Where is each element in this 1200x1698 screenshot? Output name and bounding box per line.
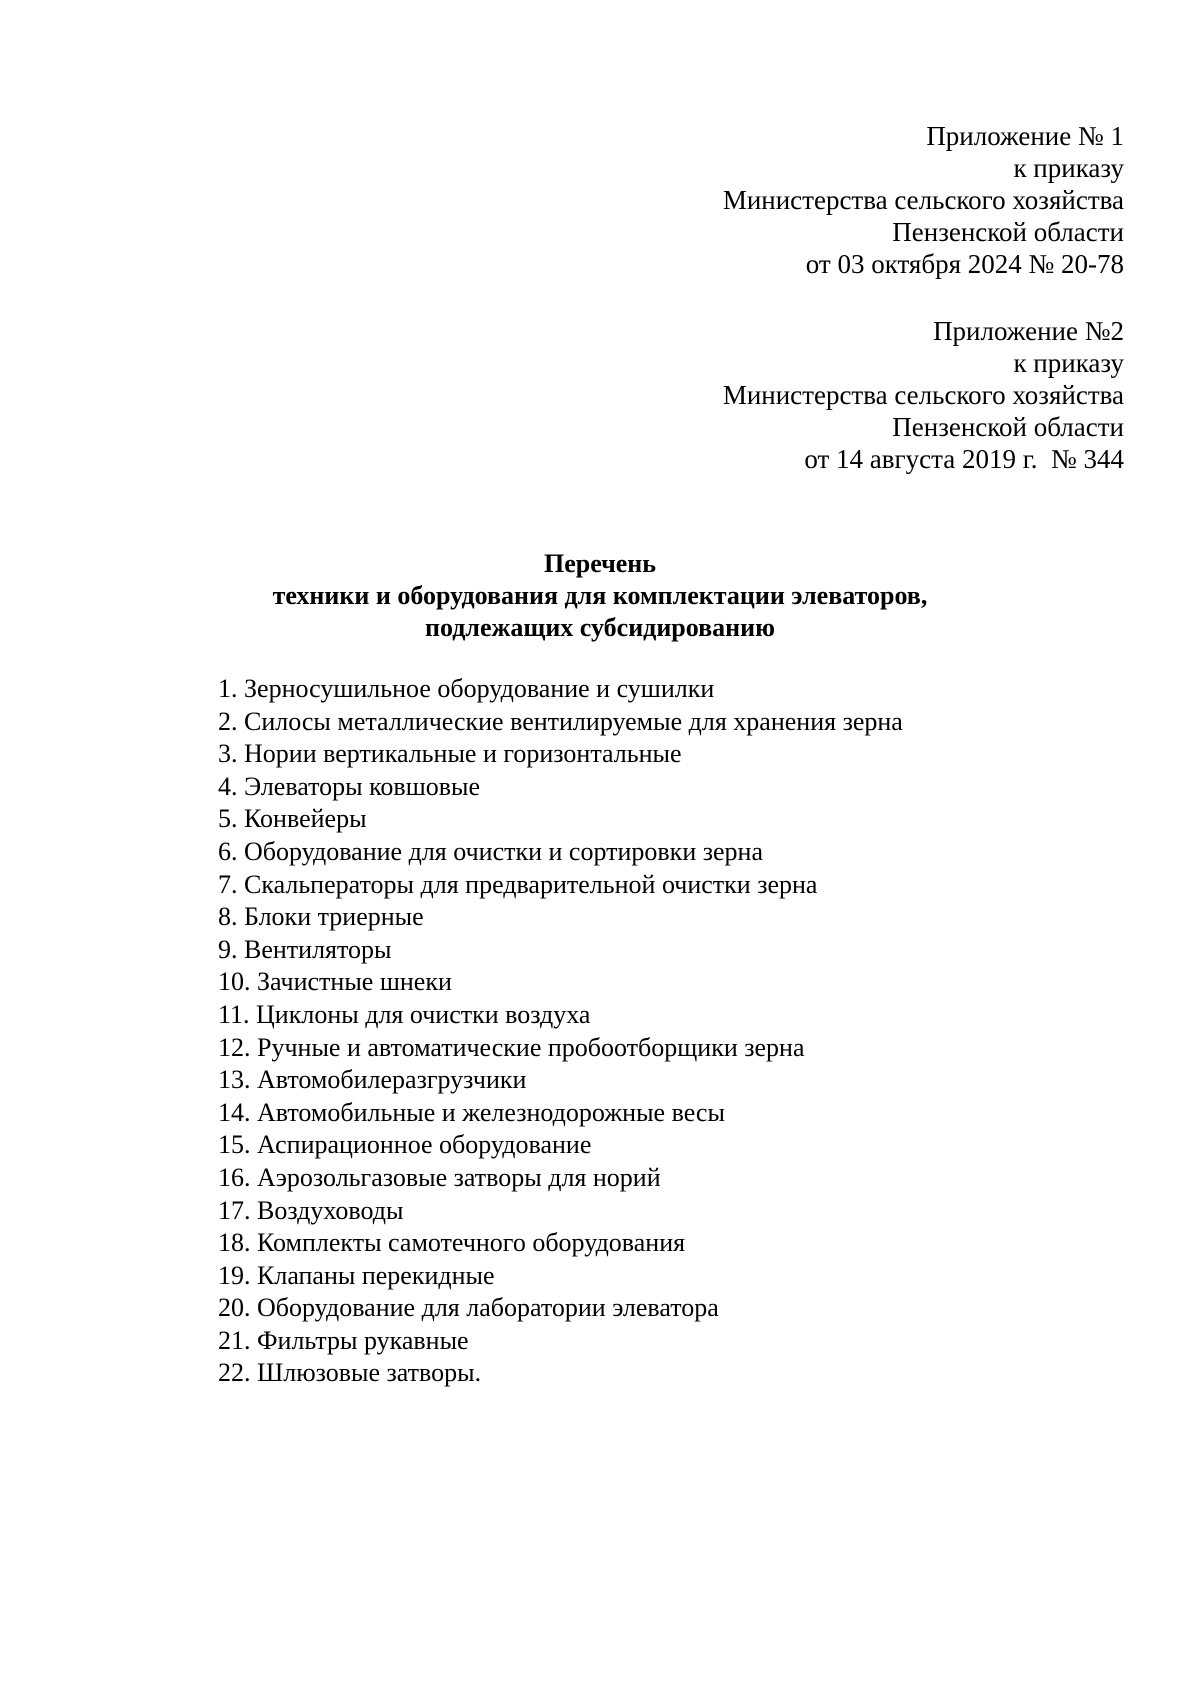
appendix-1-date: от 03 октября 2024 № 20-78 [805,249,1124,279]
list-item: 14. Автомобильные и железнодорожные весы [218,1097,725,1127]
list-item: 16. Аэрозольгазовые затворы для норий [218,1162,661,1192]
appendix-1-header [723,120,1124,280]
document-subtitle-line-2: подлежащих субсидированию [425,613,775,642]
document-subtitle-line-1: техники и оборудования для комплектации элеваторов, [272,581,928,610]
list-item: 7. Скальператоры для предварительной очистки зерна [218,869,818,899]
list-item: 10. Зачистные шнеки [218,967,452,997]
appendix-2-order-ref: к приказу [1013,348,1124,378]
appendix-1-region: Пензенской области [892,217,1124,247]
list-item: 15. Аспирационное оборудование [218,1130,592,1160]
list-item: 8. Блоки триерные [218,902,424,932]
document-title: Перечень [543,549,657,578]
appendix-2-number: Приложение №2 [933,316,1124,346]
appendix-2-header [723,315,1124,475]
appendix-1-number: Приложение № 1 [926,121,1124,151]
equipment-list [218,673,903,1390]
appendix-1-order-ref: к приказу [1013,153,1124,183]
list-item: 3. Нории вертикальные и горизонтальные [218,739,682,769]
list-item: 9. Вентиляторы [218,934,392,964]
appendix-1-ministry: Министерства сельского хозяйства [722,185,1124,215]
list-item: 11. Циклоны для очистки воздуха [218,999,591,1029]
list-item: 6. Оборудование для очистки и сортировки зерна [218,836,763,866]
appendix-2-ministry: Министерства сельского хозяйства [722,380,1124,410]
list-item: 22. Шлюзовые затворы. [218,1358,482,1388]
list-item: 18. Комплекты самотечного оборудования [218,1228,686,1258]
list-item: 20. Оборудование для лаборатории элеватора [218,1293,719,1323]
list-item: 4. Элеваторы ковшовые [218,771,481,801]
list-item: 13. Автомобилеразгрузчики [218,1065,527,1095]
list-item: 19. Клапаны перекидные [218,1260,495,1290]
list-item: 12. Ручные и автоматические пробоотборщики зерна [218,1032,805,1062]
list-item: 2. Силосы металлические вентилируемые для хранения зерна [218,706,903,736]
list-item: 5. Конвейеры [218,804,367,834]
list-item: 1. Зерносушильное оборудование и сушилки [218,674,715,703]
appendix-2-date: от 14 августа 2019 г. № 344 [804,444,1124,474]
list-item: 17. Воздуховоды [218,1195,404,1225]
document-heading [0,548,1200,644]
list-item: 21. Фильтры рукавные [218,1325,469,1355]
appendix-2-region: Пензенской области [892,412,1124,442]
